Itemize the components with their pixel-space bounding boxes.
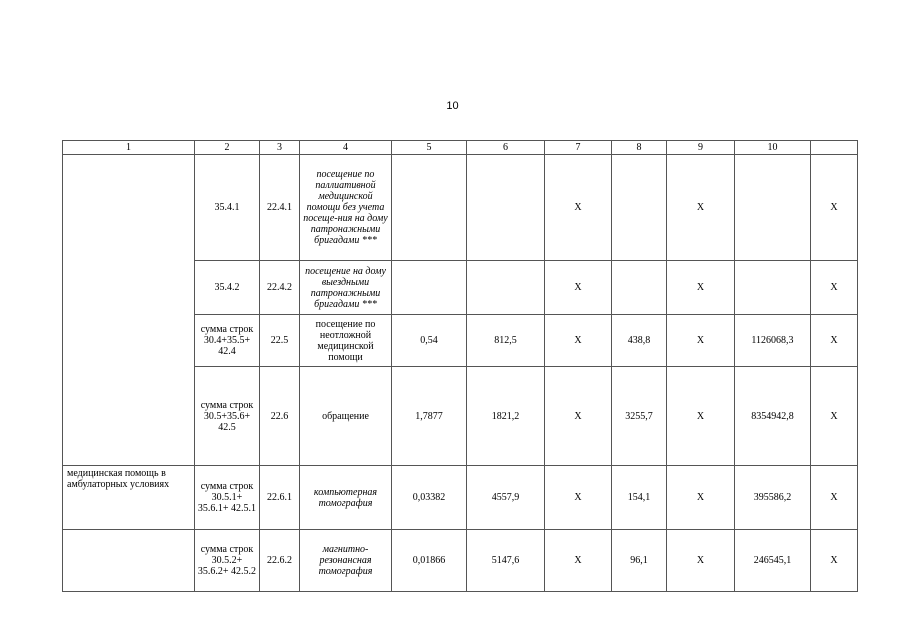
table-row: [63, 155, 858, 261]
value-cell: [612, 155, 667, 261]
unit-cell: посещение по паллиативной медицинской помощи без учета посеще-ния на дому патронажными бригадами ***: [300, 155, 392, 261]
value-cell: 154,1: [612, 466, 667, 530]
value-cell: 1821,2: [467, 367, 545, 466]
header-cell: 6: [467, 141, 545, 155]
value-cell: 0,03382: [392, 466, 467, 530]
table-row: [63, 466, 858, 530]
row-code-cell: 35.4.2: [195, 261, 260, 315]
x-mark-cell: X: [545, 315, 612, 367]
value-cell: [392, 155, 467, 261]
row-code-cell: сумма строк 30.5.2+ 35.6.2+ 42.5.2: [195, 530, 260, 592]
line-number-cell: 22.5: [260, 315, 300, 367]
header-cell: 7: [545, 141, 612, 155]
section-cell-empty: [63, 530, 195, 592]
row-code-cell: 35.4.1: [195, 155, 260, 261]
value-cell: 438,8: [612, 315, 667, 367]
x-mark-cell: X: [545, 261, 612, 315]
value-cell: 0,01866: [392, 530, 467, 592]
x-mark-cell: X: [811, 367, 858, 466]
row-code-cell: сумма строк 30.4+35.5+ 42.4: [195, 315, 260, 367]
value-cell: 246545,1: [735, 530, 811, 592]
x-mark-cell: X: [811, 530, 858, 592]
value-cell: 4557,9: [467, 466, 545, 530]
value-cell: [735, 155, 811, 261]
value-cell: [467, 155, 545, 261]
x-mark-cell: X: [545, 367, 612, 466]
x-mark-cell: X: [667, 155, 735, 261]
value-cell: 812,5: [467, 315, 545, 367]
table-row: [63, 530, 858, 592]
line-number-cell: 22.6.2: [260, 530, 300, 592]
value-cell: [612, 261, 667, 315]
unit-cell: обращение: [300, 367, 392, 466]
header-cell: 3: [260, 141, 300, 155]
x-mark-cell: X: [667, 530, 735, 592]
x-mark-cell: X: [545, 530, 612, 592]
header-cell: 2: [195, 141, 260, 155]
x-mark-cell: X: [811, 315, 858, 367]
x-mark-cell: X: [545, 155, 612, 261]
table-header-row: [63, 141, 858, 155]
value-cell: 96,1: [612, 530, 667, 592]
x-mark-cell: X: [667, 367, 735, 466]
value-cell: 1126068,3: [735, 315, 811, 367]
x-mark-cell: X: [667, 466, 735, 530]
x-mark-cell: X: [667, 315, 735, 367]
unit-cell: посещение на дому выездными патронажными бригадами ***: [300, 261, 392, 315]
line-number-cell: 22.4.1: [260, 155, 300, 261]
x-mark-cell: X: [545, 466, 612, 530]
x-mark-cell: X: [811, 466, 858, 530]
header-cell: 10: [735, 141, 811, 155]
unit-cell: посещение по неотложной медицинской помощи: [300, 315, 392, 367]
row-code-cell: сумма строк 30.5.1+ 35.6.1+ 42.5.1: [195, 466, 260, 530]
value-cell: 395586,2: [735, 466, 811, 530]
x-mark-cell: X: [811, 261, 858, 315]
x-mark-cell: X: [811, 155, 858, 261]
line-number-cell: 22.6: [260, 367, 300, 466]
value-cell: 8354942,8: [735, 367, 811, 466]
header-cell: [811, 141, 858, 155]
value-cell: [467, 261, 545, 315]
value-cell: [735, 261, 811, 315]
value-cell: [392, 261, 467, 315]
section-label-cell: медицинская помощь в амбулаторных условиях: [63, 466, 195, 530]
header-cell: 8: [612, 141, 667, 155]
unit-cell: компьютерная томография: [300, 466, 392, 530]
value-cell: 0,54: [392, 315, 467, 367]
header-cell: 1: [63, 141, 195, 155]
header-cell: 5: [392, 141, 467, 155]
row-code-cell: сумма строк 30.5+35.6+ 42.5: [195, 367, 260, 466]
line-number-cell: 22.6.1: [260, 466, 300, 530]
unit-cell: магнитно-резонансная томография: [300, 530, 392, 592]
header-cell: 4: [300, 141, 392, 155]
value-cell: 1,7877: [392, 367, 467, 466]
data-table: [62, 140, 858, 592]
value-cell: 3255,7: [612, 367, 667, 466]
value-cell: 5147,6: [467, 530, 545, 592]
x-mark-cell: X: [667, 261, 735, 315]
page-number: 10: [446, 100, 459, 112]
line-number-cell: 22.4.2: [260, 261, 300, 315]
header-cell: 9: [667, 141, 735, 155]
section-cell-empty: [63, 155, 195, 466]
